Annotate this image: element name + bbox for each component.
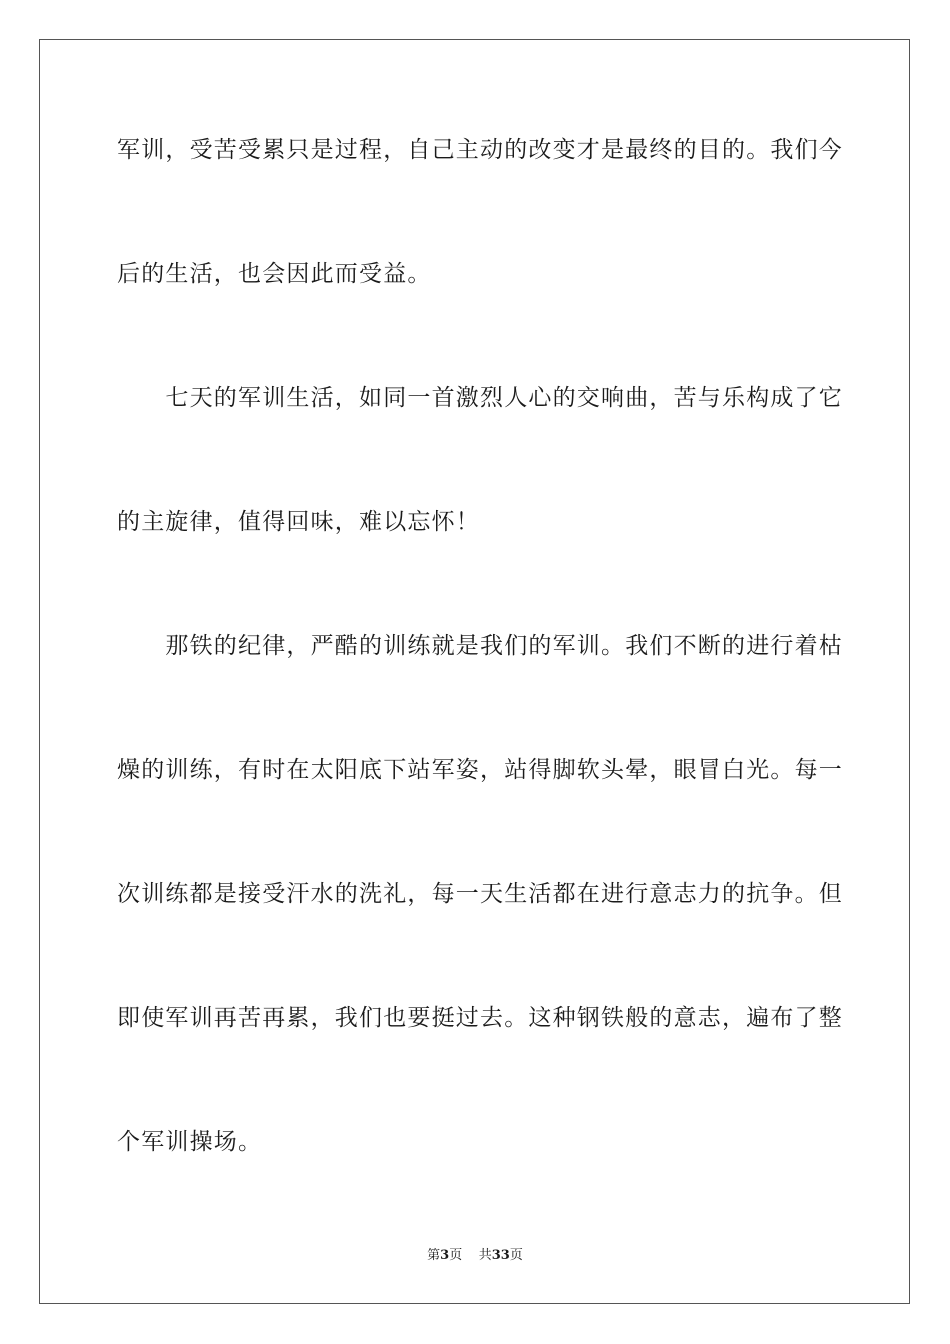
paragraph-line: 的主旋律，值得回味，难以忘怀！ bbox=[117, 509, 480, 535]
paragraph-line: 七天的军训生活，如同一首激烈人心的交响曲，苦与乐构成了它 bbox=[117, 385, 843, 411]
paragraph-line: 后的生活，也会因此而受益。 bbox=[117, 261, 432, 287]
total-prefix: 共 bbox=[478, 1248, 492, 1263]
page-suffix: 页 bbox=[449, 1248, 463, 1263]
paragraph-line: 那铁的纪律，严酷的训练就是我们的军训。我们不断的进行着枯 bbox=[117, 633, 843, 659]
page-footer bbox=[0, 1247, 950, 1265]
paragraph-line: 军训，受苦受累只是过程，自己主动的改变才是最终的目的。我们今 bbox=[117, 137, 843, 163]
total-suffix: 页 bbox=[509, 1248, 523, 1263]
paragraph-line: 即使军训再苦再累，我们也要挺过去。这种钢铁般的意志，遍布了整 bbox=[117, 1005, 843, 1031]
paragraph-line: 燥的训练，有时在太阳底下站军姿，站得脚软头晕，眼冒白光。每一 bbox=[117, 757, 843, 783]
paragraph-line: 个军训操场。 bbox=[117, 1129, 263, 1155]
current-page-number: 3 bbox=[440, 1248, 450, 1263]
paragraph-line: 次训练都是接受汗水的洗礼，每一天生活都在进行意志力的抗争。但 bbox=[117, 881, 843, 907]
page-prefix: 第 bbox=[427, 1248, 441, 1263]
page-border bbox=[39, 39, 910, 1304]
total-pages-number: 33 bbox=[491, 1248, 510, 1263]
